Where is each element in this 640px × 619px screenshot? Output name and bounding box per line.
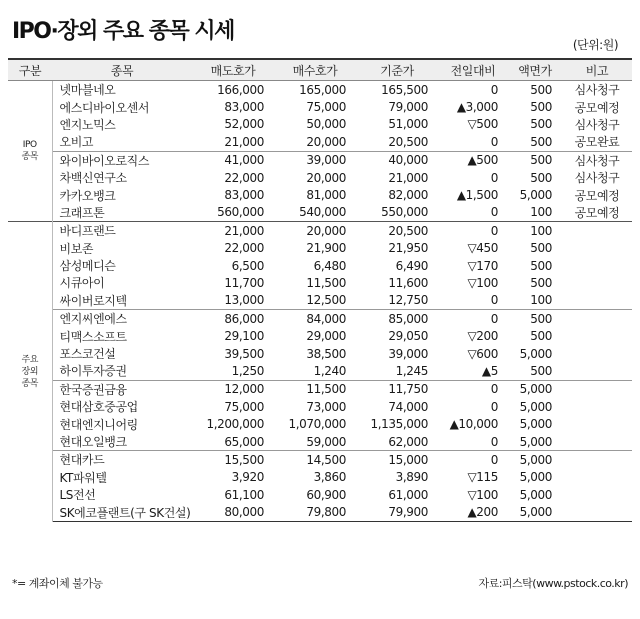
base-price: 165,500 (381, 82, 428, 97)
buy-price: 20,000 (306, 170, 346, 185)
sell-price: 61,100 (224, 487, 264, 502)
stock-name: 차백신연구소 (59, 171, 127, 186)
daily-change: ▽600 (467, 346, 498, 361)
daily-change: 0 (438, 222, 508, 240)
remark (562, 274, 632, 291)
stock-name: LS전선 (59, 488, 96, 503)
remark: 공모완료 (574, 135, 620, 150)
stock-name: 한국증권금융 (52, 380, 192, 398)
buy-price: 60,900 (306, 487, 346, 502)
stock-name: 넷마블네오 (59, 83, 116, 98)
stock-name: KT파워텔 (59, 470, 107, 485)
sell-price: 3,920 (231, 470, 264, 485)
daily-change: ▲200 (438, 503, 508, 521)
base-price: 61,000 (388, 487, 428, 502)
daily-change: ▽115 (467, 470, 498, 485)
par-value: 100 (508, 222, 562, 240)
buy-price: 81,000 (306, 188, 346, 203)
header-cell: 비고 (562, 60, 632, 81)
buy-price: 73,000 (306, 399, 346, 414)
par-value: 500 (530, 100, 552, 115)
daily-change: ▽200 (467, 329, 498, 344)
stock-name: 싸이버로지텍 (59, 293, 127, 308)
table-row (8, 151, 632, 169)
sell-price: 1,200,000 (206, 417, 264, 432)
par-value: 500 (530, 134, 552, 149)
table-row (8, 169, 632, 186)
header-cell: 구분 (8, 60, 52, 81)
header-cell: 매도호가 (192, 60, 274, 81)
base-price: 6,490 (395, 258, 428, 273)
daily-change: 0 (490, 399, 498, 414)
remark: 심사청구 (574, 117, 620, 132)
daily-change: 0 (438, 380, 508, 398)
daily-change: 0 (490, 82, 498, 97)
header-cell: 종목 (52, 60, 192, 81)
daily-change: 0 (438, 451, 508, 469)
table-row (8, 116, 632, 133)
buy-price: 84,000 (274, 310, 356, 328)
sell-price: 83,000 (224, 188, 264, 203)
stock-name: 바디프랜드 (52, 222, 192, 240)
remark: 공모예정 (574, 100, 620, 115)
stock-name: 하이투자증권 (59, 364, 127, 379)
remark (562, 327, 632, 344)
remark (562, 451, 632, 469)
par-value: 100 (530, 293, 552, 308)
par-value: 500 (530, 82, 552, 97)
remark: 공모예정 (574, 205, 620, 220)
header-cell: 기준가 (356, 60, 438, 81)
sell-price: 29,100 (224, 329, 264, 344)
buy-price: 79,800 (274, 503, 356, 521)
par-value: 500 (530, 117, 552, 132)
buy-price: 21,900 (306, 241, 346, 256)
stock-name: SK에코플랜트(구 SK건설) (52, 503, 192, 521)
table-row (8, 451, 632, 469)
buy-price: 38,500 (306, 346, 346, 361)
remark (562, 469, 632, 486)
base-price: 21,000 (388, 170, 428, 185)
remark (562, 486, 632, 503)
remark (562, 380, 632, 398)
sell-price: 65,000 (224, 434, 264, 449)
stock-name: 현대카드 (52, 451, 192, 469)
base-price: 85,000 (356, 310, 438, 328)
daily-change: ▲5 (481, 363, 498, 378)
par-value: 500 (530, 258, 552, 273)
par-value: 500 (508, 151, 562, 169)
daily-change: ▲500 (438, 151, 508, 169)
buy-price: 39,000 (274, 151, 356, 169)
par-value: 500 (530, 275, 552, 290)
base-price: 1,245 (395, 363, 428, 378)
buy-price: 59,000 (306, 434, 346, 449)
base-price: 11,600 (388, 275, 428, 290)
base-price: 79,000 (388, 100, 428, 115)
par-value: 100 (530, 205, 552, 220)
table-row (8, 398, 632, 415)
buy-price: 11,500 (274, 380, 356, 398)
group-label: IPO 종목 (8, 81, 52, 222)
daily-change: 0 (490, 434, 498, 449)
daily-change: ▲1,500 (456, 188, 498, 203)
remark (562, 310, 632, 328)
buy-price: 1,070,000 (288, 417, 346, 432)
remark (562, 503, 632, 521)
buy-price: 12,500 (306, 293, 346, 308)
sell-price: 80,000 (192, 503, 274, 521)
par-value: 5,000 (508, 380, 562, 398)
base-price: 82,000 (388, 188, 428, 203)
base-price: 11,750 (356, 380, 438, 398)
sell-price: 83,000 (224, 100, 264, 115)
par-value: 500 (530, 363, 552, 378)
stock-name: 엔지씨엔에스 (52, 310, 192, 328)
daily-change: ▽170 (467, 258, 498, 273)
par-value: 5,000 (519, 470, 552, 485)
header-cell: 매수호가 (274, 60, 356, 81)
base-price: 40,000 (356, 151, 438, 169)
remark: 심사청구 (574, 171, 620, 186)
stock-name: 현대오일뱅크 (59, 435, 127, 449)
sell-price: 75,000 (224, 399, 264, 414)
stock-name: 오비고 (59, 135, 94, 150)
price-table (8, 60, 632, 522)
table-row (8, 204, 632, 222)
buy-price: 1,240 (313, 363, 346, 378)
daily-change: ▽500 (467, 117, 498, 132)
par-value: 500 (508, 310, 562, 328)
sell-price: 22,000 (224, 241, 264, 256)
table-row (8, 433, 632, 451)
remark (562, 415, 632, 432)
sell-price: 6,500 (231, 258, 264, 273)
table-row (8, 345, 632, 362)
remark (562, 240, 632, 257)
par-value: 500 (530, 241, 552, 256)
daily-change: 0 (490, 293, 498, 308)
daily-change: ▽450 (467, 241, 498, 256)
remark: 심사청구 (562, 151, 632, 169)
buy-price: 6,480 (313, 258, 346, 273)
par-value: 5,000 (519, 399, 552, 414)
table-row (8, 415, 632, 432)
header-cell: 액면가 (508, 60, 562, 81)
buy-price: 165,000 (299, 82, 346, 97)
header-cell: 전일대비 (438, 60, 508, 81)
daily-change: 0 (438, 310, 508, 328)
base-price: 39,000 (388, 346, 428, 361)
stock-name: 와이바이오로직스 (52, 151, 192, 169)
stock-name: 현대엔지니어링 (59, 417, 138, 432)
daily-change: ▲10,000 (449, 417, 498, 432)
daily-change: 0 (490, 134, 498, 149)
base-price: 21,950 (388, 241, 428, 256)
group-label: 주요 장외 종목 (8, 222, 52, 522)
base-price: 550,000 (381, 205, 428, 220)
base-price: 62,000 (388, 434, 428, 449)
footnote: *= 계좌이체 불가능 (12, 577, 103, 590)
sell-price: 560,000 (217, 205, 264, 220)
base-price: 1,135,000 (370, 417, 428, 432)
table-row (8, 98, 632, 115)
sell-price: 39,500 (224, 346, 264, 361)
daily-change: 0 (490, 170, 498, 185)
stock-name: 포스코건설 (59, 347, 116, 362)
table-row (8, 240, 632, 257)
header-row (8, 60, 632, 81)
base-price: 15,000 (356, 451, 438, 469)
stock-name: 삼성메디슨 (59, 259, 116, 274)
par-value: 5,000 (508, 451, 562, 469)
stock-name: 카카오뱅크 (59, 188, 116, 203)
table-row (8, 503, 632, 521)
daily-change: ▽100 (467, 487, 498, 502)
stock-name: 시큐아이 (59, 276, 105, 291)
par-value: 5,000 (519, 417, 552, 432)
daily-change: 0 (490, 205, 498, 220)
table-row (8, 380, 632, 398)
par-value: 5,000 (519, 434, 552, 449)
table-body (8, 81, 632, 522)
remark (562, 398, 632, 415)
base-price: 74,000 (388, 399, 428, 414)
remark (562, 257, 632, 274)
buy-price: 3,860 (313, 470, 346, 485)
table-row (8, 222, 632, 240)
unit-label: (단위:원) (572, 38, 618, 52)
remark (562, 433, 632, 451)
sell-price: 22,000 (224, 170, 264, 185)
stock-name: 티맥스소프트 (59, 329, 127, 344)
par-value: 5,000 (519, 487, 552, 502)
page-title: IPO·장외 주요 종목 시세 (12, 19, 234, 44)
sell-price: 15,500 (192, 451, 274, 469)
sell-price: 52,000 (224, 117, 264, 132)
stock-name: 에스디바이오센서 (59, 100, 150, 115)
table-row (8, 257, 632, 274)
sell-price: 166,000 (217, 82, 264, 97)
sell-price: 11,700 (224, 275, 264, 290)
par-value: 500 (530, 329, 552, 344)
buy-price: 14,500 (274, 451, 356, 469)
remark: 심사청구 (574, 83, 620, 98)
table-row (8, 81, 632, 99)
remark: 공모예정 (574, 188, 620, 203)
par-value: 500 (530, 170, 552, 185)
table-row (8, 486, 632, 503)
buy-price: 11,500 (306, 275, 346, 290)
buy-price: 29,000 (306, 329, 346, 344)
par-value: 5,000 (519, 188, 552, 203)
buy-price: 75,000 (306, 100, 346, 115)
sell-price: 13,000 (224, 293, 264, 308)
stock-name: 크래프톤 (59, 205, 105, 220)
base-price: 79,900 (356, 503, 438, 521)
sell-price: 12,000 (192, 380, 274, 398)
daily-change: ▽100 (467, 275, 498, 290)
buy-price: 20,000 (274, 222, 356, 240)
stock-name: 엔지노믹스 (59, 117, 116, 132)
table-row (8, 327, 632, 344)
base-price: 20,500 (356, 222, 438, 240)
remark (562, 222, 632, 240)
table-row (8, 274, 632, 291)
par-value: 5,000 (519, 346, 552, 361)
par-value: 5,000 (508, 503, 562, 521)
remark (562, 292, 632, 310)
table-row (8, 362, 632, 380)
buy-price: 20,000 (306, 134, 346, 149)
table-row (8, 133, 632, 151)
daily-change: ▲3,000 (456, 100, 498, 115)
sell-price: 21,000 (192, 222, 274, 240)
table-row (8, 186, 632, 203)
stock-name: 현대삼호중공업 (59, 400, 138, 415)
table-row (8, 292, 632, 310)
buy-price: 50,000 (306, 117, 346, 132)
sell-price: 41,000 (192, 151, 274, 169)
base-price: 20,500 (388, 134, 428, 149)
base-price: 3,890 (395, 470, 428, 485)
base-price: 51,000 (388, 117, 428, 132)
remark (562, 345, 632, 362)
remark (562, 362, 632, 380)
table-row (8, 310, 632, 328)
base-price: 29,050 (388, 329, 428, 344)
stock-name: 비보존 (59, 241, 94, 256)
sell-price: 1,250 (231, 363, 264, 378)
table-row (8, 469, 632, 486)
sell-price: 21,000 (224, 134, 264, 149)
sell-price: 86,000 (192, 310, 274, 328)
buy-price: 540,000 (299, 205, 346, 220)
source-credit: 자료:피스탁(www.pstock.co.kr) (478, 577, 628, 590)
base-price: 12,750 (388, 293, 428, 308)
